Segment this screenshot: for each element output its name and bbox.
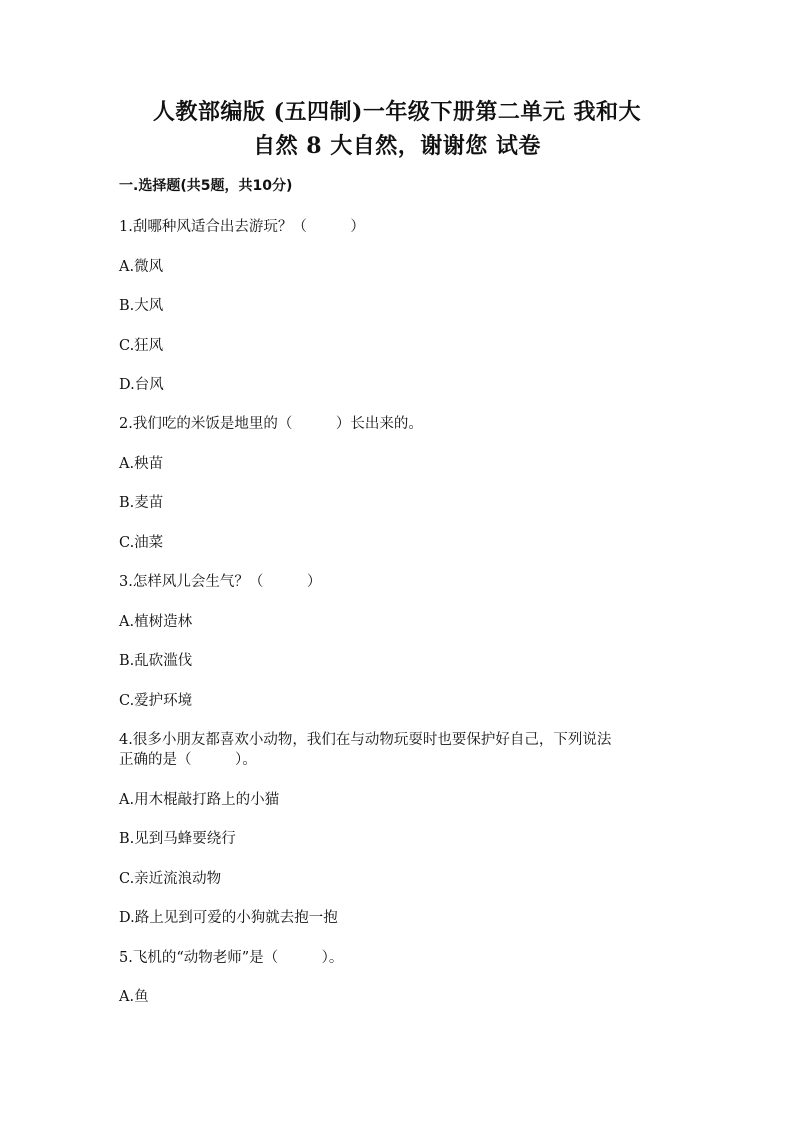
question-1-stem: 1.刮哪种风适合出去游玩？（ ） (119, 219, 365, 235)
section-heading: 一.选择题(共5题，共10分) (119, 178, 293, 194)
question-3-option-c: C.爱护环境 (119, 693, 193, 709)
question-5-option-a: A.鱼 (119, 989, 149, 1005)
document-title-line-1: 人教部编版 (五四制)一年级下册第二单元 我和大 (152, 99, 642, 125)
question-4-option-d: D.路上见到可爱的小狗就去抱一抱 (119, 910, 338, 926)
question-4-option-b: B.见到马蜂要绕行 (119, 831, 236, 847)
question-3-option-a: A.植树造林 (119, 614, 193, 630)
document-title-line-2: 自然 8 大自然，谢谢您 试卷 (253, 133, 541, 159)
question-1-option-b: B.大风 (119, 298, 164, 314)
question-2-option-b: B.麦苗 (119, 495, 164, 511)
question-1-option-d: D.台风 (119, 377, 164, 393)
question-3-stem: 3.怎样风儿会生气？（ ） (119, 574, 322, 590)
question-4-stem-line-1: 4.很多小朋友都喜欢小动物，我们在与动物玩耍时也要保护好自己，下列说法 (119, 732, 612, 748)
question-4-stem-line-2: 正确的是（ ）。 (119, 752, 257, 768)
question-1-option-c: C.狂风 (119, 338, 164, 354)
question-2-stem: 2.我们吃的米饭是地里的（ ）长出来的。 (119, 416, 423, 432)
question-3-option-b: B.乱砍滥伐 (119, 653, 193, 669)
question-5-stem: 5.飞机的“动物老师”是（ ）。 (119, 950, 344, 966)
question-4-option-c: C.亲近流浪动物 (119, 871, 222, 887)
question-2-option-a: A.秧苗 (119, 456, 164, 472)
question-2-option-c: C.油菜 (119, 535, 164, 551)
question-1-option-a: A.微风 (119, 259, 164, 275)
question-4-option-a: A.用木棍敲打路上的小猫 (119, 792, 280, 808)
